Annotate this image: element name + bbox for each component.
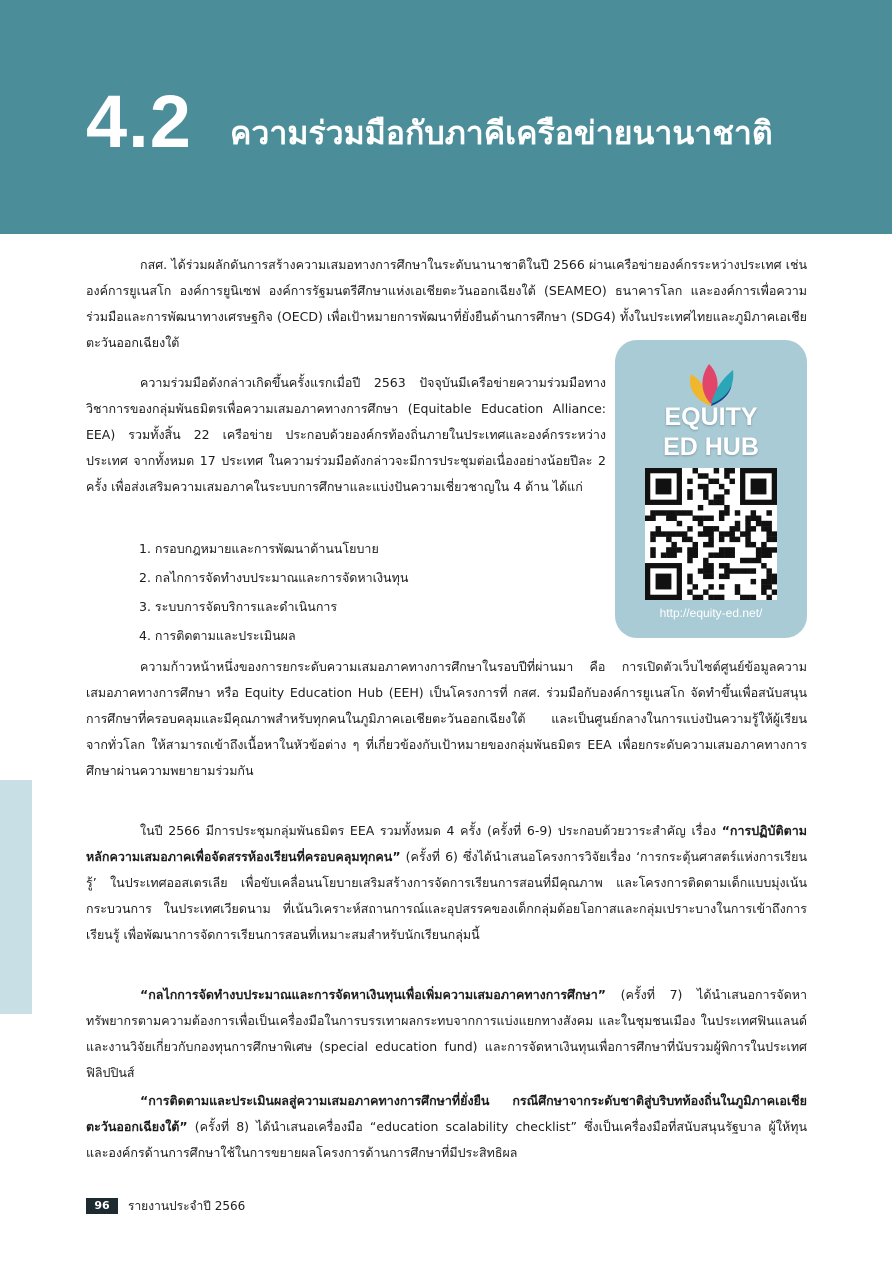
paragraph-intro: กสศ. ได้ร่วมผลักดันการสร้างความเสมอทางการศึกษาในระดับนานาชาติในปี 2566 ผ่านเครือข่ายองค์กรระหว่างประเทศ เช่น องค์การยูเนสโก องค์การยูนิเซฟ องค์การรัฐมนตรีศึกษาแห่งเอเชียตะวันออกเฉียงใต้ (SEAMEO) ธนาคารโลก และองค์การเพื่อความร่วมมือและการพัฒนาทางเศรษฐกิจ (OECD) เพื่อเป้าหมายการพัฒนาที่ยั่งยืนด้านการศึกษา (SDG4) ทั้งในประเทศไทยและภูมิภาคเอเชียตะวันออกเฉียงใต้ [86,257,807,350]
side-tab-marker [0,780,32,1014]
paragraph-budget: “กลไกการจัดทำงบประมาณและการจัดหาเงินทุนเพื่อเพิ่มความเสมอภาคทางการศึกษา” (ครั้งที่ 7) ได้นำเสนอการจัดหาทรัพยากรตามความต้องการเพื่อเป็นเครื่องมือในการบรรเทาผลกระทบจากการแบ่งแยกทางสังคม และในชุมชนเมือง ในประเทศฟินแลนด์ และงานวิจัยเกี่ยวกับกองทุนการศึกษาพิเศษ (special education fund) และการจัดหาเงินทุนเพื่อการศึกษาที่นับรวมผู้พิการในประเทศฟิลิปปินส์ [86,987,807,1080]
brand-name: EQUITY ED HUB [663,403,759,461]
chapter-header [0,0,892,234]
list-item: 4. การติดตามและประเมินผล [139,628,296,643]
focus-areas-list [139,534,408,650]
footer-label: รายงานประจำปี 2566 [128,1198,246,1213]
page-footer [86,1197,245,1215]
page-number: 96 [86,1198,118,1214]
paragraph-eeh: ความก้าวหน้าหนึ่งของการยกระดับความเสมอภาคทางการศึกษาในรอบปีที่ผ่านมา คือ การเปิดตัวเว็บไซต์ศูนย์ข้อมูลความเสมอภาคทางการศึกษา หรือ Equity Education Hub (EEH) เป็นโครงการที่ กสศ. ร่วมมือกับองค์การยูเนสโก จัดทำขึ้นเพื่อสนับสนุนการศึกษาที่ครอบคลุมและมีคุณภาพสำหรับทุกคนในภูมิภาคเอเชียตะวันออกเฉียงใต้ และเป็นศูนย์กลางในการแบ่งปันความรู้ให้ผู้เรียนจากทั่วโลก ให้สามารถเข้าถึงเนื้อหาในหัวข้อต่าง ๆ ที่เกี่ยวข้องกับเป้าหมายของกลุ่มพันธมิตร EEA เพื่อยกระดับความเสมอภาคทางการศึกษาผ่านความพยายามร่วมกัน [86,659,807,778]
list-item: 1. กรอบกฎหมายและการพัฒนาด้านนโยบาย [139,541,379,556]
hub-url-link[interactable]: http://equity-ed.net/ [659,606,763,620]
paragraph-alliance: ความร่วมมือดังกล่าวเกิดขึ้นครั้งแรกเมื่อปี 2563 ปัจจุบันมีเครือข่ายความร่วมมือทางวิชาการของกลุ่มพันธมิตรเพื่อความเสมอภาคทางการศึกษา (Equitable Education Alliance: EEA) รวมทั้งสิ้น 22 เครือข่าย ประกอบด้วยองค์กรท้องถิ่นภายในประเทศและองค์กรระหว่างประเทศ จากทั้งหมด 17 ประเทศ ในความร่วมมือดังกล่าวจะมีการประชุมต่อเนื่องอย่างน้อยปีละ 2 ครั้ง เพื่อส่งเสริมความเสมอภาคในระบบการศึกษาและแบ่งปันความเชี่ยวชาญใน 4 ด้าน ได้แก่ [86,375,606,494]
qr-code-icon [645,468,777,600]
section-number: 4.2 [86,80,192,163]
equity-ed-hub-logo-icon [685,360,737,408]
section-title: ความร่วมมือกับภาคีเครือข่ายนานาชาติ [230,114,773,152]
list-item: 3. ระบบการจัดบริการและดำเนินการ [139,599,338,614]
list-item: 2. กลไกการจัดทำงบประมาณและการจัดหาเงินทุน [139,570,409,585]
paragraph-meetings: ในปี 2566 มีการประชุมกลุ่มพันธมิตร EEA รวมทั้งหมด 4 ครั้ง (ครั้งที่ 6-9) ประกอบด้วยวาระสำคัญ เรื่อง “การปฏิบัติตามหลักความเสมอภาคเพื่อจัดสรรห้องเรียนที่ครอบคลุมทุกคน” (ครั้งที่ 6) ซึ่งได้นำเสนอโครงการวิจัยเรื่อง ‘การกระตุ้นศาสตร์แห่งการเรียนรู้’ ในประเทศออสเตรเลีย เพื่อขับเคลื่อนนโยบายเสริมสร้างการจัดการเรียนการสอนที่มีคุณภาพ และโครงการติดตามเด็กแบบมุ่งเน้นกระบวนการ ในประเทศเวียดนาม ที่เน้นวิเคราะห์สถานการณ์และอุปสรรคของเด็กกลุ่มด้อยโอกาสและกลุ่มเปราะบางในการเข้าถึงการเรียนรู้ เพื่อพัฒนาการจัดการเรียนการสอนที่เหมาะสมสำหรับนักเรียนกลุ่มนี้ [86,823,807,942]
paragraph-monitoring: “การติดตามและประเมินผลสู่ความเสมอภาคทางการศึกษาที่ยั่งยืน กรณีศึกษาจากระดับชาติสู่บริบทท้องถิ่นในภูมิภาคเอเชียตะวันออกเฉียงใต้” (ครั้งที่ 8) ได้นำเสนอเครื่องมือ “education scalability checklist” ซึ่งเป็นเครื่องมือที่สนับสนุนรัฐบาล ผู้ให้ทุน และองค์กรด้านการศึกษาใช้ในการขยายผลโครงการด้านการศึกษาที่มีประสิทธิผล [86,1093,807,1160]
equity-ed-hub-card [615,340,807,638]
